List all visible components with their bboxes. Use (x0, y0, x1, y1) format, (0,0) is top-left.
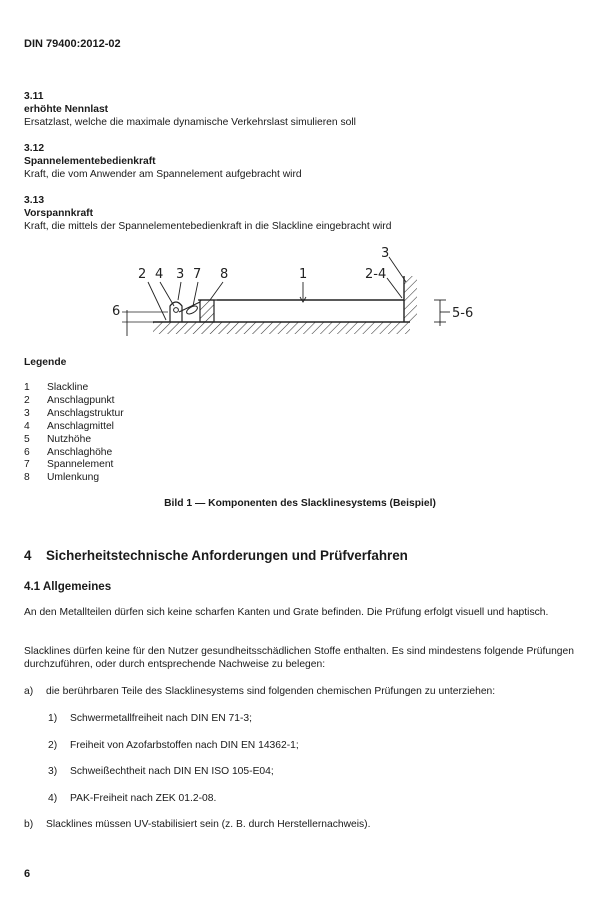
term-title: Vorspannkraft (24, 208, 94, 219)
legend-number: 1 (24, 382, 30, 393)
legend-list (24, 382, 124, 485)
leader-7 (193, 282, 198, 306)
list-marker: b) (24, 819, 34, 830)
legend-item (24, 408, 124, 421)
legend-title: Legende (24, 357, 67, 368)
page-number: 6 (24, 868, 31, 880)
slackline-diagram (100, 240, 500, 350)
list-text: Schwermetallfreiheit nach DIN EN 71-3; (70, 713, 252, 724)
legend-item (24, 459, 124, 472)
legend-number: 4 (24, 420, 30, 432)
list-text: Freiheit von Azofarbstoffen nach DIN EN 14362-1; (70, 740, 299, 751)
legend-item (24, 421, 124, 434)
list-marker: 1) (48, 713, 58, 724)
term-definition: Kraft, die mittels der Spannelementebedienkraft in die Slackline eingebracht wird (24, 221, 392, 232)
list-marker: 3) (48, 766, 58, 777)
list-item-b (24, 819, 370, 830)
legend-item (24, 434, 124, 447)
term-title: Spannelementebedienkraft (24, 156, 156, 167)
legend-label: Umlenkung (47, 472, 100, 484)
list-text: Slacklines müssen UV-stabilisiert sein (z. B. durch Herstellernachweis). (46, 819, 371, 830)
term-number: 3.11 (24, 91, 44, 102)
legend-number: 7 (24, 459, 30, 471)
subsection-heading: 4.1 Allgemeines (24, 580, 112, 593)
label-7: 7 (193, 267, 202, 282)
legend-number: 8 (24, 472, 30, 484)
list-marker: a) (24, 686, 34, 697)
label-5-6: 5-6 (452, 306, 474, 321)
list-item-a (24, 686, 495, 697)
legend-number: 6 (24, 446, 30, 458)
legend-item (24, 382, 124, 395)
term-definition: Kraft, die vom Anwender am Spannelement aufgebracht wird (24, 169, 302, 180)
leader-3 (178, 282, 181, 300)
legend-number: 3 (24, 407, 30, 419)
label-3: 3 (176, 267, 185, 282)
legend-item (24, 472, 124, 485)
sub-item-4 (48, 793, 216, 804)
legend-label: Anschlagstruktur (47, 407, 124, 419)
legend-label: Anschlagpunkt (47, 394, 115, 406)
list-text: Schweißechtheit nach DIN EN ISO 105-E04; (70, 766, 274, 777)
legend-label: Nutzhöhe (47, 433, 92, 445)
slackline-system-figure (100, 240, 500, 350)
label-3-right: 3 (381, 246, 390, 261)
sub-item-3 (48, 766, 274, 777)
list-marker: 4) (48, 793, 58, 804)
label-8: 8 (220, 267, 229, 282)
label-1: 1 (299, 267, 308, 282)
legend-label: Anschlaghöhe (47, 446, 113, 458)
term-3-13 (24, 194, 391, 233)
sub-item-2 (48, 740, 299, 751)
legend-number: 2 (24, 394, 30, 406)
leader-4 (160, 282, 174, 306)
figure-caption: Bild 1 — Komponenten des Slacklinesystems (Beispiel) (164, 498, 436, 509)
legend-label: Slackline (47, 382, 89, 393)
list-text: die berührbaren Teile des Slacklinesystems sind folgenden chemischen Prüfungen zu unterziehen: (46, 686, 496, 697)
paragraph-harmful-substances: Slacklines dürfen keine für den Nutzer gesundheitsschädlichen Stoffe enthalten. Es sind mindestens folgende Prüfungen durchzuführen, oder durch entsprechende Nachweise zu belegen: (24, 646, 574, 671)
document-id: DIN 79400:2012-02 (24, 38, 121, 50)
label-2: 2 (138, 267, 147, 282)
right-anchor-hatch (404, 276, 417, 322)
anchor-point (174, 308, 179, 313)
ground-hatch (153, 322, 410, 334)
list-text: PAK-Freiheit nach ZEK 01.2-08. (70, 793, 217, 804)
label-4: 4 (155, 267, 164, 282)
term-title: erhöhte Nennlast (24, 104, 109, 115)
term-number: 3.12 (24, 143, 45, 154)
legend-item (24, 395, 124, 408)
paragraph-metal-parts: An den Metallteilen dürfen sich keine scharfen Kanten und Grate befinden. Die Prüfung erfolgt visuell und haptisch. (24, 607, 549, 618)
section-number: 4 (24, 548, 32, 563)
deflection-block (200, 300, 214, 322)
leader-3-right (389, 257, 406, 282)
label-6: 6 (112, 304, 121, 319)
legend-label: Spannelement (47, 459, 114, 471)
term-number: 3.13 (24, 195, 45, 206)
term-3-11 (24, 90, 356, 129)
sub-item-1 (48, 713, 252, 724)
term-3-12 (24, 142, 302, 181)
section-heading (24, 548, 408, 563)
legend-number: 5 (24, 433, 30, 445)
term-definition: Ersatzlast, welche die maximale dynamische Verkehrslast simulieren soll (24, 117, 356, 128)
leader-2-4 (387, 278, 402, 298)
label-2-4: 2-4 (365, 267, 387, 282)
legend-item (24, 447, 124, 460)
section-title: Sicherheitstechnische Anforderungen und Prüfverfahren (46, 548, 408, 563)
leader-8 (210, 282, 223, 300)
legend-label: Anschlagmittel (47, 420, 114, 432)
list-marker: 2) (48, 740, 58, 751)
